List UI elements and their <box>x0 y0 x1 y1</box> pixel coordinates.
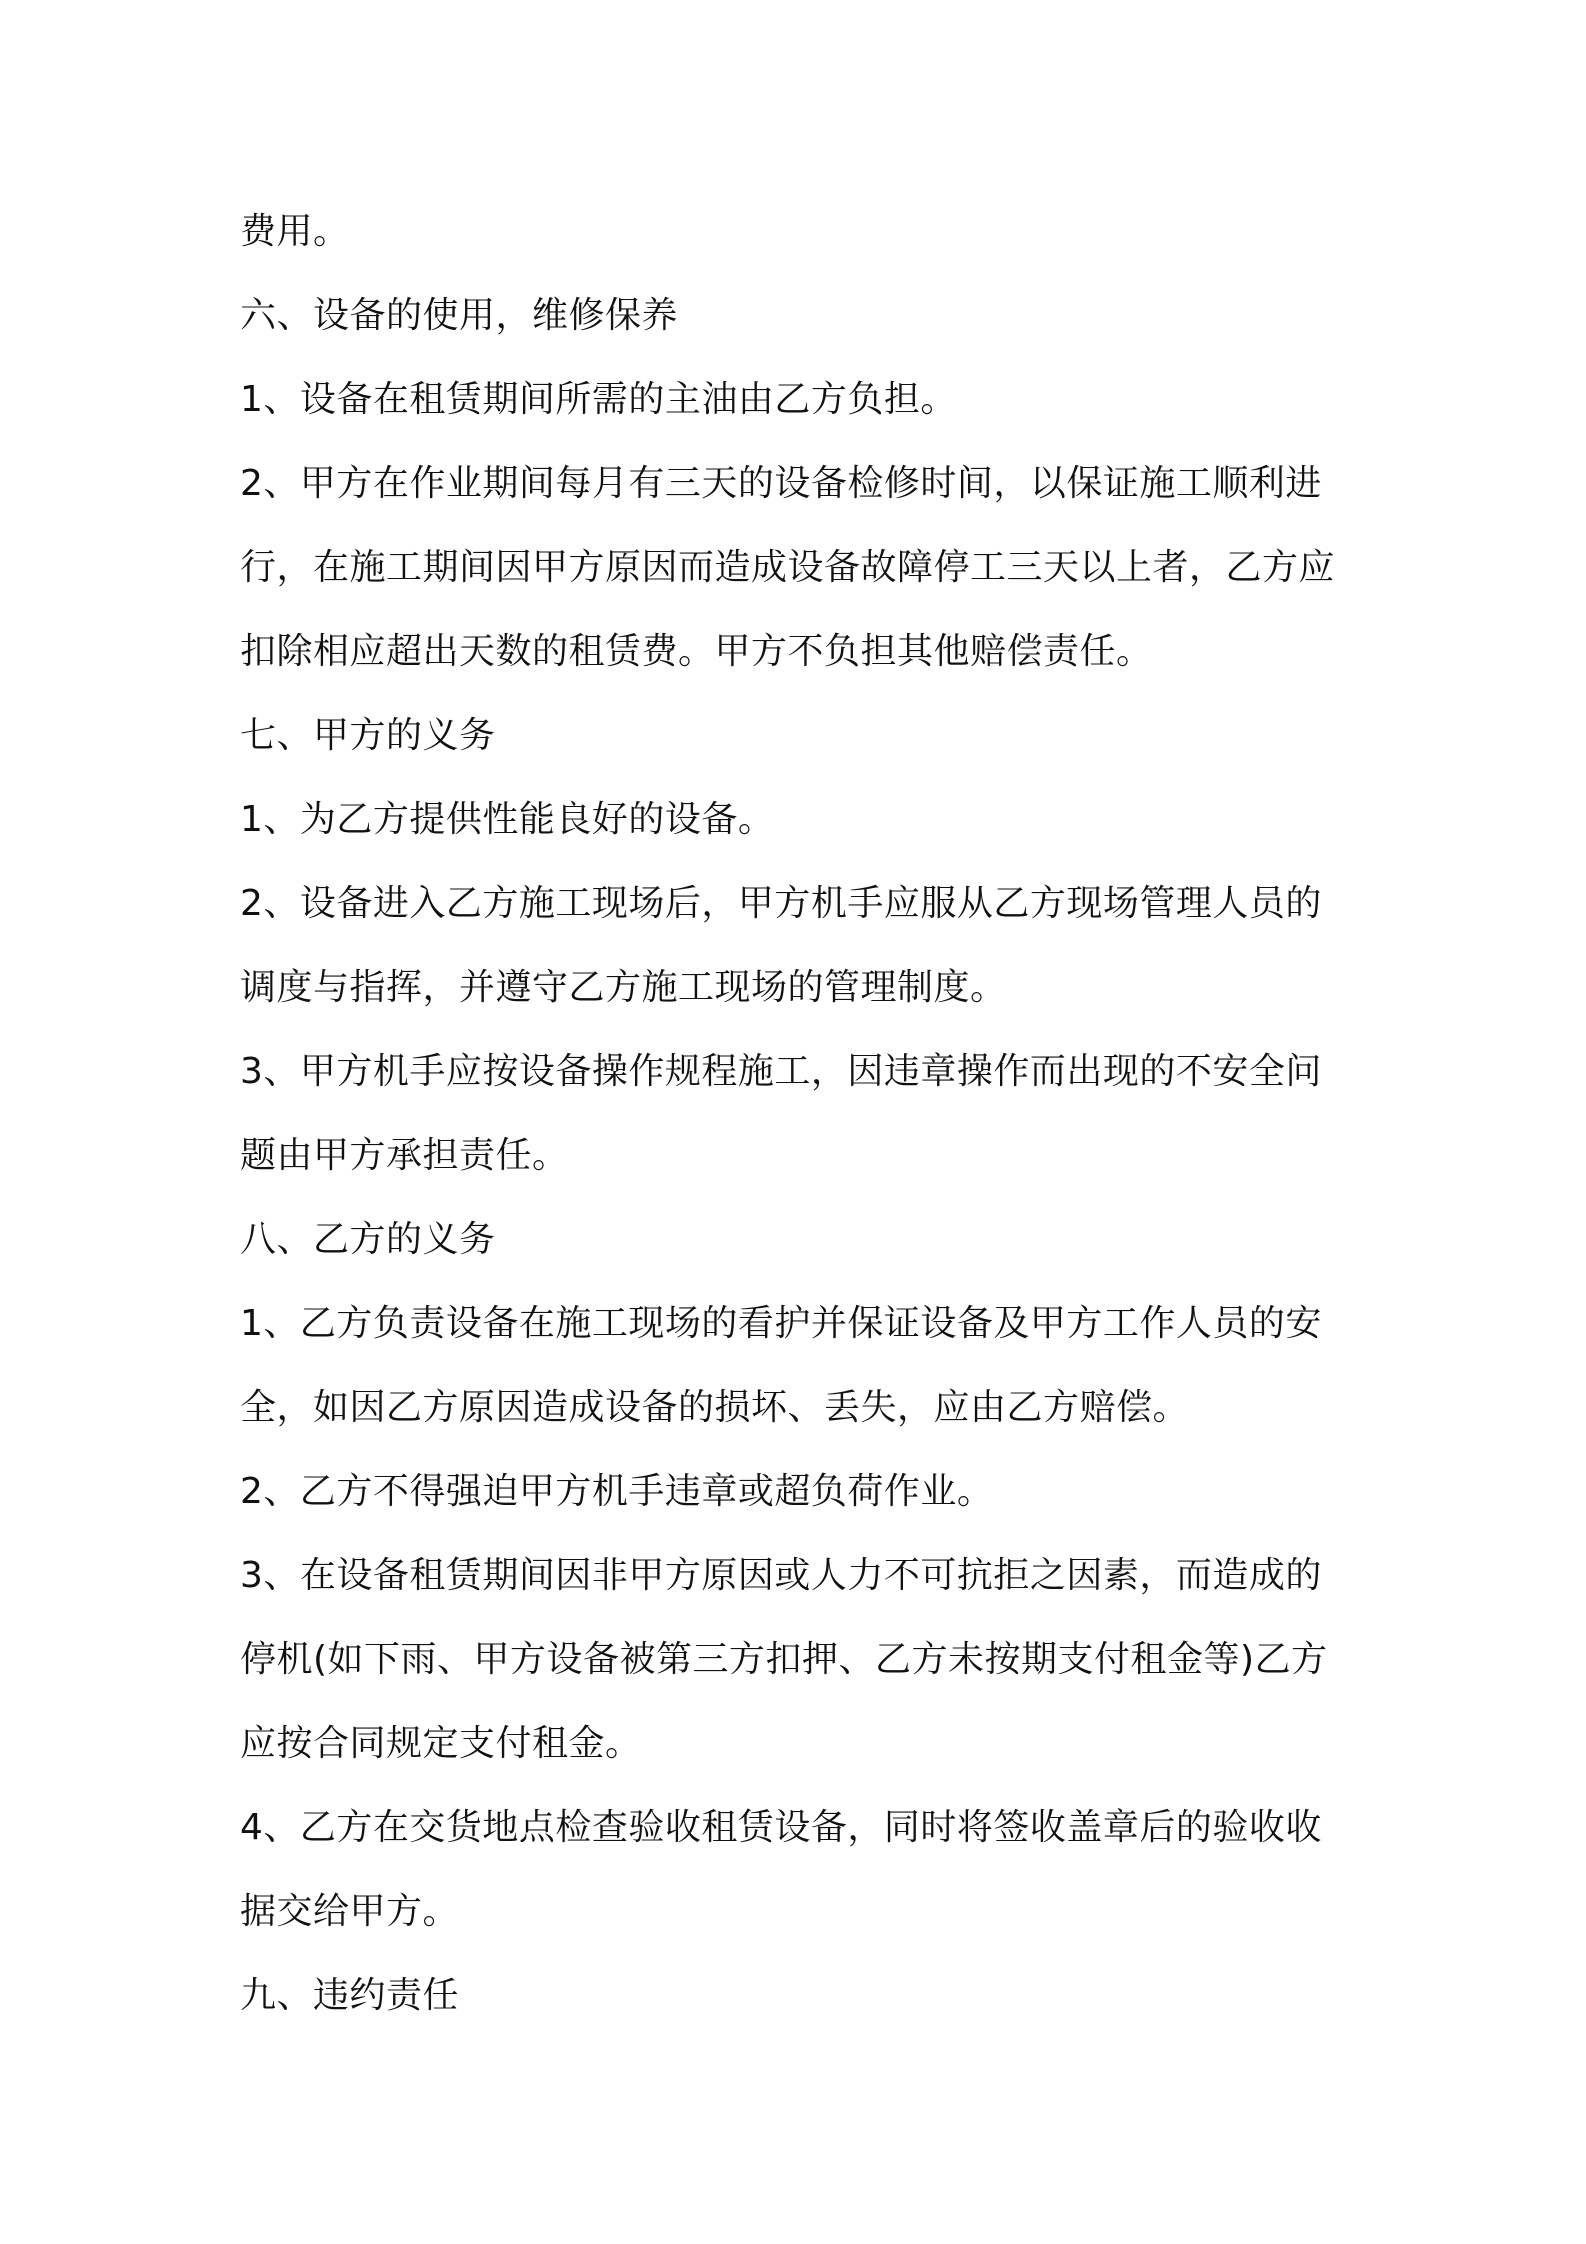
text-line: 2、乙方不得强迫甲方机手违章或超负荷作业。 <box>240 1471 994 1512</box>
section-heading: 六、设备的使用，维修保养 <box>240 295 679 336</box>
section-heading: 八、乙方的义务 <box>240 1219 496 1260</box>
text-line: 全，如因乙方原因造成设备的损坏、丢失，应由乙方赔偿。 <box>240 1387 1190 1428</box>
text-line: 扣除相应超出天数的租赁费。甲方不负担其他赔偿责任。 <box>240 631 1153 672</box>
text-line: 3、在设备租赁期间因非甲方原因或人力不可抗拒之因素，而造成的 <box>240 1555 1322 1596</box>
document-body <box>240 190 1350 2038</box>
text-line: 4、乙方在交货地点检查验收租赁设备，同时将签收盖章后的验收收 <box>240 1807 1322 1848</box>
text-line: 行，在施工期间因甲方原因而造成设备故障停工三天以上者，乙方应 <box>240 547 1336 588</box>
text-line: 2、甲方在作业期间每月有三天的设备检修时间，以保证施工顺利进 <box>240 463 1322 504</box>
text-line: 1、为乙方提供性能良好的设备。 <box>240 799 775 840</box>
section-heading: 九、违约责任 <box>240 1975 460 2016</box>
text-line: 题由甲方承担责任。 <box>240 1135 569 1176</box>
text-line: 1、设备在租赁期间所需的主油由乙方负担。 <box>240 379 957 420</box>
text-line: 停机(如下雨、甲方设备被第三方扣押、乙方未按期支付租金等)乙方 <box>240 1639 1328 1680</box>
section-heading: 七、甲方的义务 <box>240 715 496 756</box>
text-line: 据交给甲方。 <box>240 1891 460 1932</box>
text-line: 应按合同规定支付租金。 <box>240 1723 642 1764</box>
text-line: 3、甲方机手应按设备操作规程施工，因违章操作而出现的不安全问 <box>240 1051 1322 1092</box>
text-line: 费用。 <box>240 211 350 252</box>
text-line: 2、设备进入乙方施工现场后，甲方机手应服从乙方现场管理人员的 <box>240 883 1322 924</box>
text-line: 调度与指挥，并遵守乙方施工现场的管理制度。 <box>240 967 1007 1008</box>
text-line: 1、乙方负责设备在施工现场的看护并保证设备及甲方工作人员的安 <box>240 1303 1322 1344</box>
